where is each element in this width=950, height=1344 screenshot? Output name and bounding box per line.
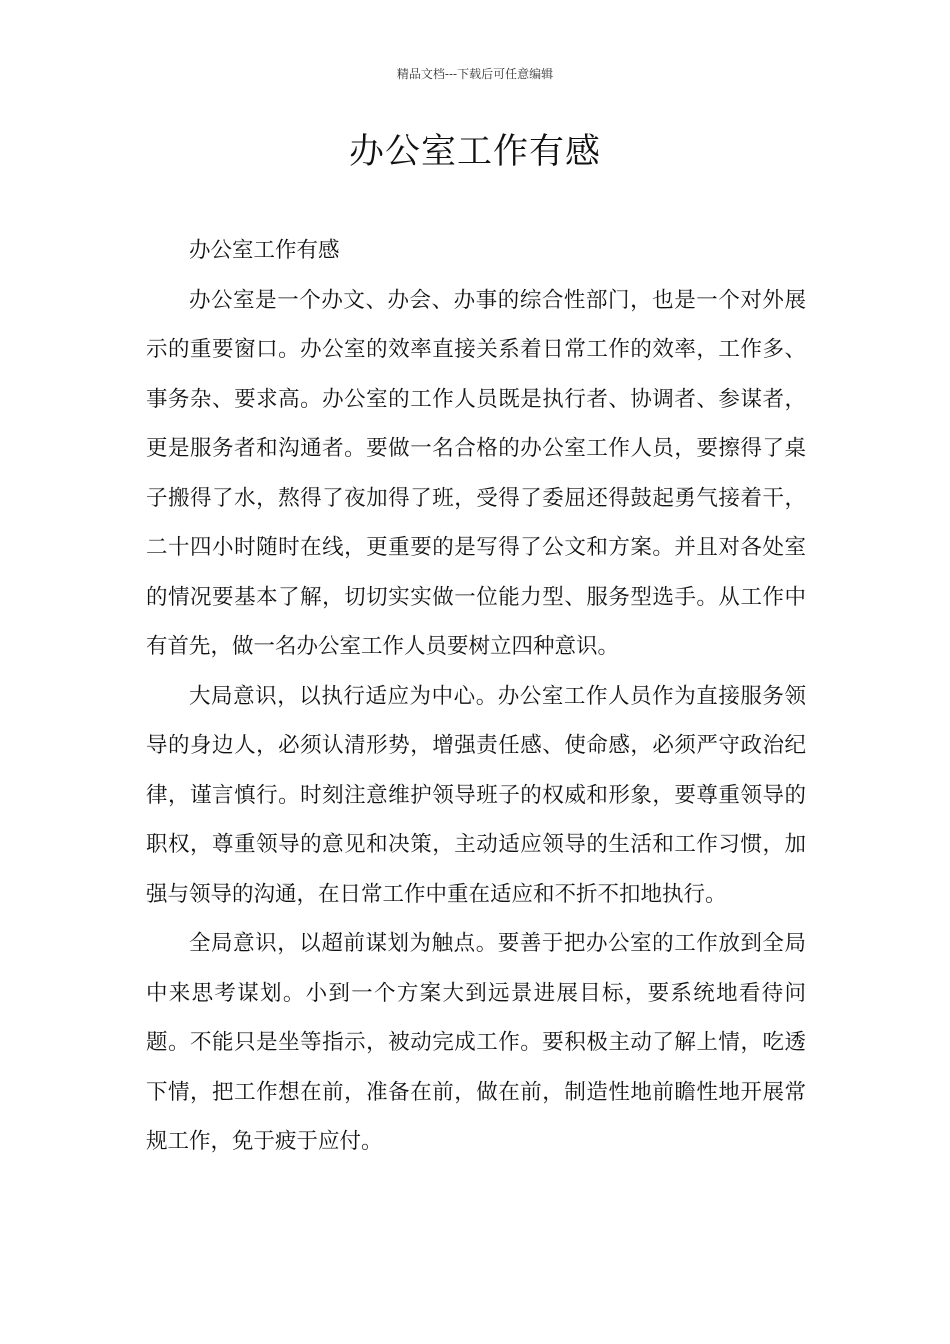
document-body — [146, 226, 806, 1167]
page-header: 精品文档---下载后可任意编辑 — [396, 67, 554, 81]
paragraph-global-awareness: 全局意识，以超前谋划为触点。要善于把办公室的工作放到全局中来思考谋划。小到一个方案大到远景进展目标，要系统地看待问题。不能只是坐等指示，被动完成工作。要积极主动了解上情，吃透下情，把工作想在前，准备在前，做在前，制造性地前瞻性地开展常规工作，免于疲于应付。 — [146, 931, 806, 1154]
paragraph-intro: 办公室是一个办文、办会、办事的综合性部门，也是一个对外展示的重要窗口。办公室的效率直接关系着日常工作的效率，工作多、事务杂、要求高。办公室的工作人员既是执行者、协调者、参谋者，更是服务者和沟通者。要做一名合格的办公室工作人员，要擦得了桌子搬得了水，熬得了夜加得了班，受得了委屈还得鼓起勇气接着干，二十四小时随时在线，更重要的是写得了公文和方案。并且对各处室的情况要基本了解，切切实实做一位能力型、服务型选手。从工作中有首先，做一名办公室工作人员要树立四种意识。 — [146, 287, 806, 659]
paragraph-overall-awareness: 大局意识，以执行适应为中心。办公室工作人员作为直接服务领导的身边人，必须认清形势，增强责任感、使命感，必须严守政治纪律，谨言慎行。时刻注意维护领导班子的权威和形象，要尊重领导的职权，尊重领导的意见和决策，主动适应领导的生活和工作习惯，加强与领导的沟通，在日常工作中重在适应和不折不扣地执行。 — [146, 683, 806, 907]
document-title: 办公室工作有感 — [348, 132, 601, 172]
paragraph-subtitle: 办公室工作有感 — [189, 238, 340, 263]
